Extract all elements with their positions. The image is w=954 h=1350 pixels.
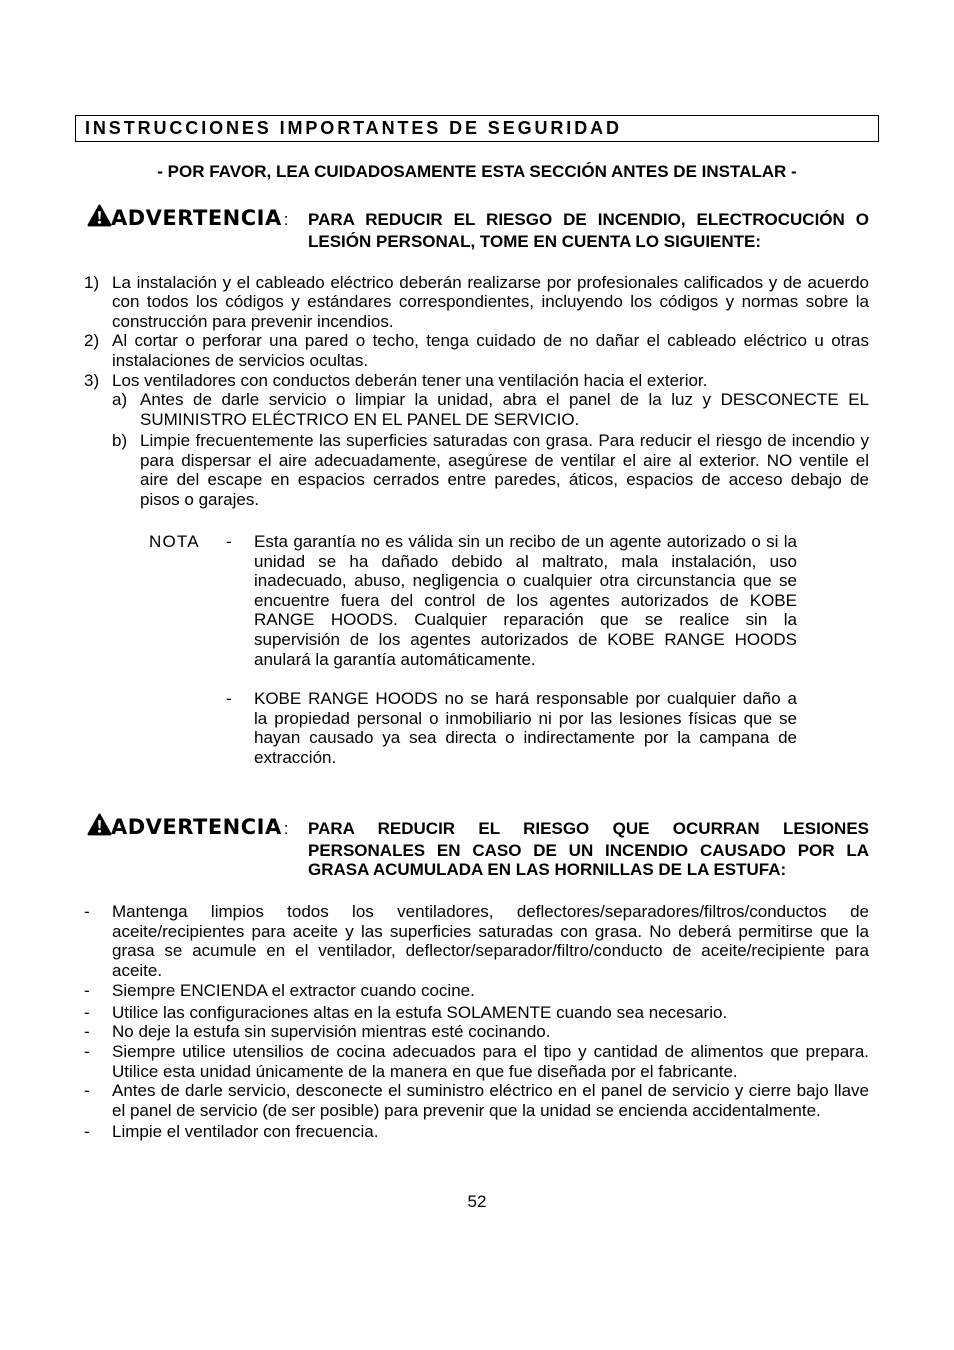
list-item-dash: - <box>84 1081 90 1100</box>
text-line: construcción para prevenir incendios. <box>112 312 394 331</box>
text-line: No deje la estufa sin supervisión mientras esté cocinando. <box>112 1022 551 1041</box>
text-line: para dispersar el aire adecuadamente, asegúrese de ventilar el aire al exterior. NO ventile el <box>140 451 869 470</box>
text-line: Esta garantía no es válida sin un recibo de un agente autorizado o si la <box>254 532 797 551</box>
warning-heading <box>111 206 288 230</box>
text-line: Limpie el ventilador con frecuencia. <box>112 1122 379 1141</box>
text-line: unidad se ha dañado debido al maltrato, mala instalación, uso <box>254 552 797 571</box>
warning-text-line: GRASA ACUMULADA EN LAS HORNILLAS DE LA ESTUFA: <box>308 860 787 879</box>
text-line: grasa se acumule en el ventilador, deflector/separador/filtro/conducto de aceite/recipiente para <box>112 941 869 960</box>
text-line: pisos o garajes. <box>140 490 260 509</box>
warning-label: ADVERTENCIA <box>111 815 282 839</box>
list-item-number: 3) <box>84 371 100 390</box>
sub-list-item-letter: a) <box>112 390 128 409</box>
text-line: Al cortar o perforar una pared o techo, tenga cuidado de no dañar el cableado eléctrico u otras <box>112 331 869 350</box>
text-line: Antes de darle servicio, desconecte el suministro eléctrico en el panel de servicio y cierre bajo llave <box>112 1081 869 1100</box>
list-item-dash: - <box>84 1122 90 1141</box>
text-line: RANGE HOODS. Cualquier reparación que se realice sin la <box>254 610 797 629</box>
text-line: Mantenga limpios todos los ventiladores, deflectores/separadores/filtros/conductos de <box>112 902 869 921</box>
text-line: aire del escape en espacios cerrados entre paredes, áticos, espacios de acceso debajo de <box>140 470 869 489</box>
section-subtitle: - POR FAVOR, LEA CUIDADOSAMENTE ESTA SECCIÓN ANTES DE INSTALAR - <box>157 162 797 181</box>
list-item-dash: - <box>84 981 90 1000</box>
warning-triangle-icon <box>87 813 112 836</box>
list-item-dash: - <box>84 902 90 921</box>
note-dash: - <box>226 532 232 551</box>
warning-colon: : <box>283 210 289 229</box>
text-line: inadecuado, abuso, negligencia o cualquier otra circunstancia que se <box>254 571 797 590</box>
text-line: supervisión de los agentes autorizados de KOBE RANGE HOODS <box>254 630 797 649</box>
text-line: instalaciones de servicios ocultas. <box>112 351 369 370</box>
warning-text-line: PARA REDUCIR EL RIESGO QUE OCURRAN LESIONES <box>308 819 869 838</box>
text-line: hayan causado ya sea directa o indirectamente por la campana de <box>254 728 797 747</box>
text-line: con todos los códigos y estándares correspondientes, incluyendo los códigos y normas sobre la <box>112 292 869 311</box>
warning-triangle-icon <box>87 204 112 227</box>
text-line: extracción. <box>254 748 337 767</box>
text-line: el panel de servicio (de ser posible) para prevenir que la unidad se encienda accidentalmente. <box>112 1101 821 1120</box>
text-line: Limpie frecuentemente las superficies saturadas con grasa. Para reducir el riesgo de incendio y <box>140 431 869 450</box>
text-line: Antes de darle servicio o limpiar la unidad, abra el panel de la luz y DESCONECTE EL <box>140 390 869 409</box>
text-line: SUMINISTRO ELÉCTRICO EN EL PANEL DE SERVICIO. <box>140 410 580 429</box>
text-line: Siempre utilice utensilios de cocina adecuados para el tipo y cantidad de alimentos que prepara. <box>112 1042 869 1061</box>
text-line: Los ventiladores con conductos deberán tener una ventilación hacia el exterior. <box>112 371 708 390</box>
text-line: Utilice las configuraciones altas en la estufa SOLAMENTE cuando sea necesario. <box>112 1003 728 1022</box>
text-line: anulará la garantía automáticamente. <box>254 650 536 669</box>
text-line: aceite. <box>112 961 163 980</box>
text-line: Utilice esta unidad únicamente de la manera en que fue diseñada por el fabricante. <box>112 1062 738 1081</box>
list-item-number: 1) <box>84 273 100 292</box>
text-line: aceite/recipientes para aceite y las superficies saturadas con grasa. No deberá permitirse que la <box>112 922 869 941</box>
page-number: 52 <box>467 1192 487 1211</box>
list-item-dash: - <box>84 1042 90 1061</box>
text-line: La instalación y el cableado eléctrico deberán realizarse por profesionales calificados y de acuerdo <box>112 273 869 292</box>
list-item-dash: - <box>84 1003 90 1022</box>
text-line: KOBE RANGE HOODS no se hará responsable por cualquier daño a <box>254 689 797 708</box>
list-item-dash: - <box>84 1022 90 1041</box>
text-line: Siempre ENCIENDA el extractor cuando cocine. <box>112 981 475 1000</box>
sub-list-item-letter: b) <box>112 431 128 450</box>
section-title: INSTRUCCIONES IMPORTANTES DE SEGURIDAD <box>85 118 622 138</box>
text-line: la propiedad personal o inmobiliario ni por las lesiones físicas que se <box>254 709 797 728</box>
warning-colon: : <box>283 819 289 838</box>
warning-text-line: PARA REDUCIR EL RIESGO DE INCENDIO, ELECTROCUCIÓN O <box>308 210 869 229</box>
note-dash: - <box>226 689 232 708</box>
warning-text-line: LESIÓN PERSONAL, TOME EN CUENTA LO SIGUIENTE: <box>308 232 762 251</box>
warning-label: ADVERTENCIA <box>111 206 282 230</box>
section-header-box <box>75 115 879 142</box>
list-item-number: 2) <box>84 331 100 350</box>
note-label: NOTA <box>149 532 200 551</box>
warning-text-line: PERSONALES EN CASO DE UN INCENDIO CAUSADO POR LA <box>308 841 869 860</box>
warning-heading <box>111 815 288 839</box>
text-line: encuentre fuera del control de los agentes autorizados de KOBE <box>254 591 797 610</box>
